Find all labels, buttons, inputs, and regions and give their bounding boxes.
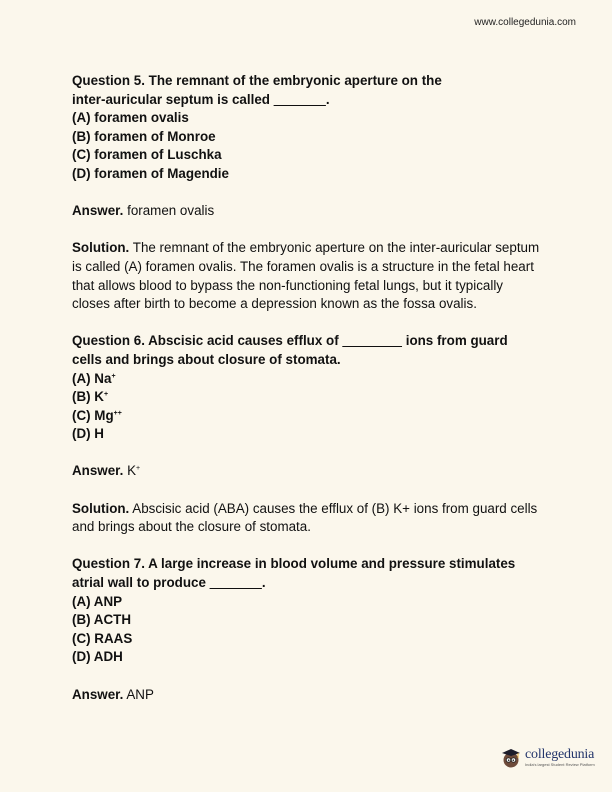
option-d: (D) H <box>72 426 104 442</box>
option-b: (B) ACTH <box>72 612 132 628</box>
question-5 <box>72 72 544 314</box>
solution-5: Solution. The remnant of the embryonic aperture on the inter-auricular septum is called (A) foramen ovalis. The foramen ovalis is a structure in the fetal heart that allows blood to bypass the non-functioning fetal lungs, but it typically closes after birth to become a depression known as the fossa ovalis. <box>72 240 540 312</box>
answer-7: Answer. ANP <box>72 686 154 702</box>
answer-blank: ________ <box>342 333 402 349</box>
option-a: (A) Na+ <box>72 370 116 386</box>
option-a: (A) foramen ovalis <box>72 110 189 126</box>
option-d: (D) ADH <box>72 649 123 665</box>
answer-6: Answer. K+ <box>72 463 141 479</box>
option-c: (C) RAAS <box>72 630 133 646</box>
graduate-mascot-icon <box>500 747 522 769</box>
option-b: (B) foramen of Monroe <box>72 128 216 144</box>
collegedunia-logo[interactable] <box>500 747 595 769</box>
answer-blank: _______ <box>273 91 326 107</box>
option-b: (B) K+ <box>72 389 109 405</box>
question-5-text: Question 5. The remnant of the embryonic aperture on the inter-auricular septum is called _______. <box>72 73 442 107</box>
logo-tagline: India's largest Student Review Platform <box>525 762 595 767</box>
solution-6: Solution. Abscisic acid (ABA) causes the efflux of (B) K+ ions from guard cells and brings about the closure of stomata. <box>72 500 538 535</box>
answer-5: Answer. foramen ovalis <box>72 203 215 219</box>
question-7-text: Question 7. A large increase in blood volume and pressure stimulates atrial wall to produce _______. <box>72 556 516 591</box>
answer-blank: _______ <box>209 575 262 591</box>
logo-name: collegedunia <box>525 747 595 762</box>
question-6 <box>72 332 544 537</box>
question-7 <box>72 555 544 704</box>
option-c: (C) foramen of Luschka <box>72 147 222 163</box>
question-6-text: Question 6. Abscisic acid causes efflux of ________ ions from guard cells and brings about closure of stomata. <box>72 333 508 367</box>
option-a: (A) ANP <box>72 593 123 609</box>
page-content <box>72 72 544 704</box>
option-d: (D) foramen of Magendie <box>72 165 229 181</box>
header-url[interactable]: www.collegedunia.com <box>474 17 576 28</box>
option-c: (C) Mg++ <box>72 407 122 423</box>
